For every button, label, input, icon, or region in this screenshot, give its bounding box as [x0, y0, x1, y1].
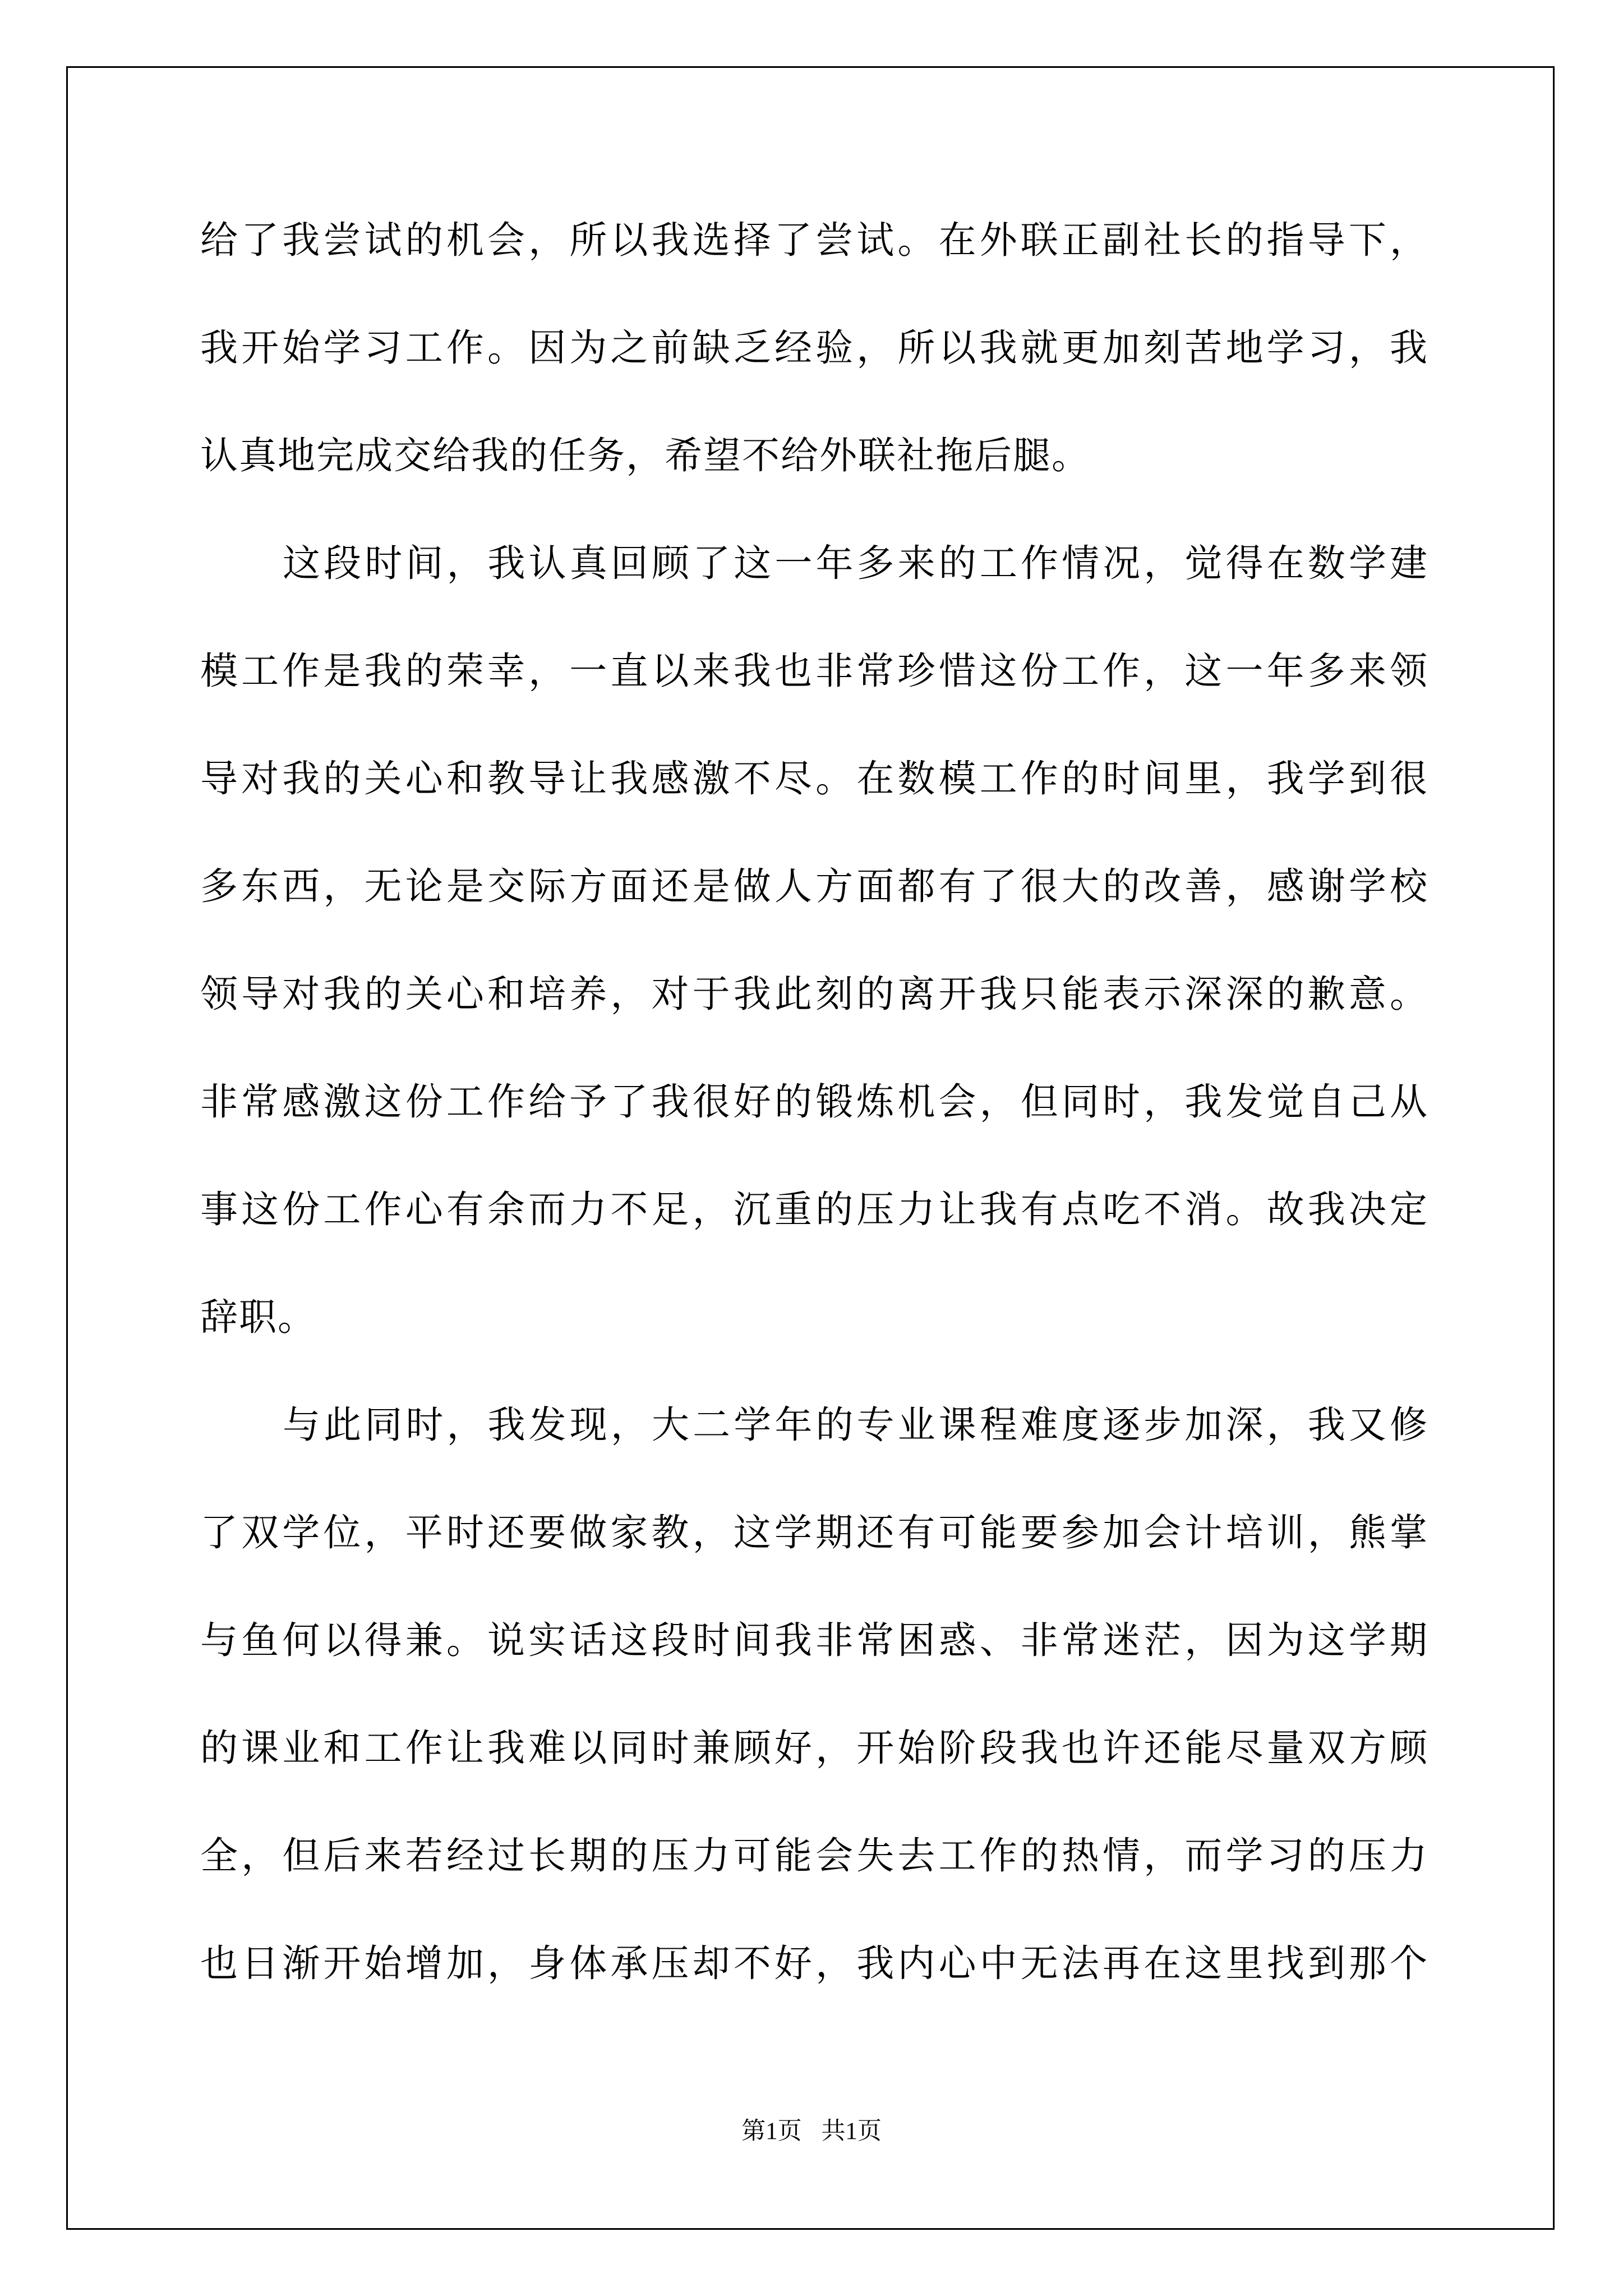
- text-line: 我开始学习工作。因为之前缺乏经验，所以我就更加刻苦地学习，我: [200, 326, 1428, 370]
- text-line: 导对我的关心和教导让我感激不尽。在数模工作的时间里，我学到很: [200, 757, 1428, 800]
- page-footer: [0, 2115, 1623, 2148]
- document-body: [200, 213, 1428, 2044]
- text-line: 领导对我的关心和培养，对于我此刻的离开我只能表示深深的歉意。: [200, 972, 1428, 1016]
- page-total: 共1页: [821, 2118, 882, 2145]
- text-line: 多东西，无论是交际方面还是做人方面都有了很大的改善，感谢学校: [200, 864, 1428, 908]
- text-line: 事这份工作心有余而力不足，沉重的压力让我有点吃不消。故我决定: [200, 1188, 1428, 1231]
- text-line: 与鱼何以得兼。说实话这段时间我非常困惑、非常迷茫，因为这学期: [200, 1618, 1428, 1662]
- text-line: 模工作是我的荣幸，一直以来我也非常珍惜这份工作，这一年多来领: [200, 649, 1428, 693]
- text-line: 这段时间，我认真回顾了这一年多来的工作情况，觉得在数学建: [283, 541, 1428, 585]
- text-line: 认真地完成交给我的任务，希望不给外联社拖后腿。: [200, 434, 1090, 477]
- text-line: 全，但后来若经过长期的压力可能会失去工作的热情，而学习的压力: [200, 1834, 1428, 1878]
- text-line: 的课业和工作让我难以同时兼顾好，开始阶段我也许还能尽量双方顾: [200, 1726, 1428, 1770]
- text-line: 给了我尝试的机会，所以我选择了尝试。在外联正副社长的指导下，: [200, 218, 1428, 262]
- page-number: 第1页: [741, 2118, 802, 2145]
- text-line: 与此同时，我发现，大二学年的专业课程难度逐步加深，我又修: [283, 1403, 1428, 1447]
- text-line: 辞职。: [200, 1295, 316, 1339]
- text-line: 非常感激这份工作给予了我很好的锻炼机会，但同时，我发觉自己从: [200, 1080, 1428, 1124]
- text-line: 也日渐开始增加，身体承压却不好，我内心中无法再在这里找到那个: [200, 1941, 1428, 1985]
- text-line: 了双学位，平时还要做家教，这学期还有可能要参加会计培训，熊掌: [200, 1511, 1428, 1554]
